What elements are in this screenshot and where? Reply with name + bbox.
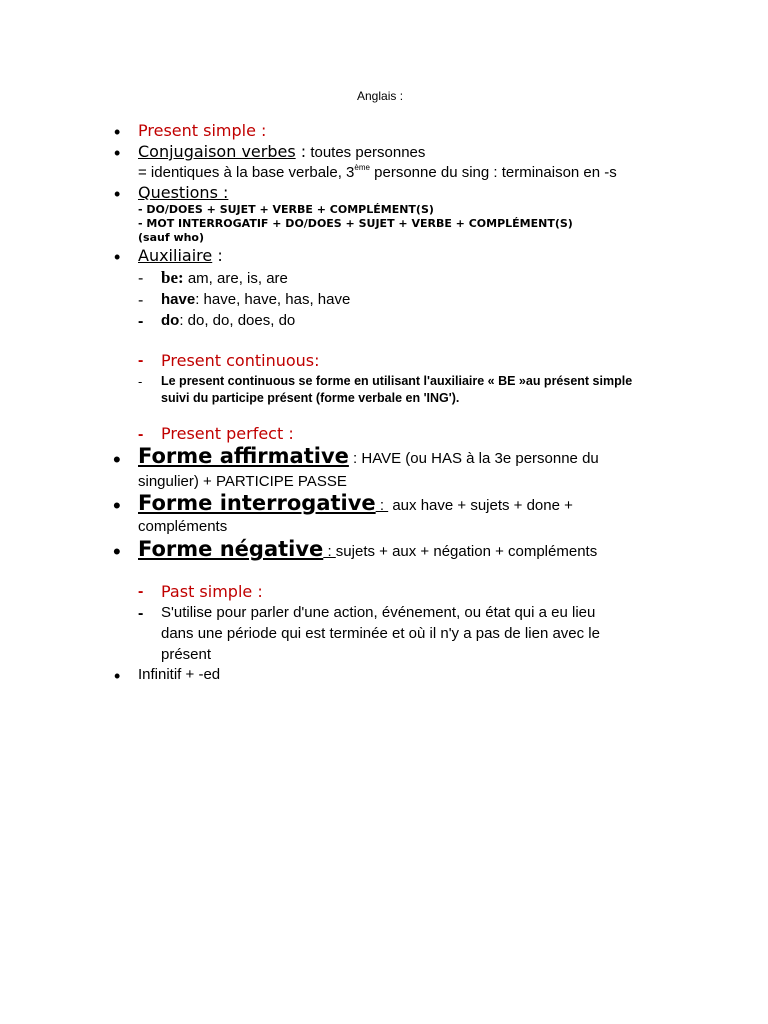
dash: - xyxy=(138,352,144,369)
bullet: • xyxy=(113,447,121,472)
conjugaison-detail-b: personne du sing : terminaison en -s xyxy=(369,164,617,181)
past-simple-line-1: S'utilise pour parler d'une action, événement, ou état qui a eu lieu xyxy=(161,604,596,621)
dash: - xyxy=(138,313,144,330)
aux-rest-do: : do, do, does, do xyxy=(179,312,296,329)
bullet: • xyxy=(114,143,121,163)
dash: - xyxy=(138,374,143,389)
document-title: Anglais : xyxy=(357,89,404,103)
dash: - xyxy=(138,270,144,287)
interrogative-colon: : xyxy=(375,497,389,514)
aux-word-be: be: xyxy=(161,268,184,287)
interrogative-label: Forme interrogative xyxy=(138,491,376,515)
aux-rest-be: am, are, is, are xyxy=(183,270,288,287)
affirmative-text-2: singulier) + PARTICIPE PASSE xyxy=(138,473,347,490)
negative-colon: : xyxy=(323,543,336,560)
bullet: • xyxy=(114,122,121,142)
present-perfect-heading: Present perfect : xyxy=(161,424,294,443)
bullet: • xyxy=(113,493,121,518)
questions-label: Questions : xyxy=(138,183,229,202)
bullet: • xyxy=(114,184,121,204)
interrogative-text: aux have + sujets + done + xyxy=(388,497,573,514)
aux-item-be xyxy=(161,268,288,288)
present-simple-heading: Present simple : xyxy=(138,121,267,140)
aux-item-have xyxy=(161,291,350,308)
conjugaison-detail-a: = identiques à la base verbale, 3 xyxy=(138,164,355,181)
negative-text: sujets + aux + négation + compléments xyxy=(335,543,598,560)
present-continuous-heading: Present continuous: xyxy=(161,351,320,370)
bullet: • xyxy=(114,666,121,686)
conjugaison-colon: : xyxy=(295,142,307,161)
present-continuous-line-1: Le present continuous se forme en utilisant l'auxiliaire « BE »au présent simple xyxy=(161,374,633,388)
negative-label: Forme négative xyxy=(138,537,324,561)
interrogative-line xyxy=(138,491,573,515)
affirmative-line xyxy=(138,444,599,468)
dash: - xyxy=(138,605,144,622)
bullet: • xyxy=(114,247,121,267)
conjugaison-line xyxy=(138,142,425,161)
questions-line-2: - MOT INTERROGATIF + DO/DOES + SUJET + VERBE + COMPLÉMENT(S) xyxy=(138,217,573,230)
past-simple-line-2: dans une période qui est terminée et où il n'y a pas de lien avec le xyxy=(161,625,600,642)
past-simple-line-3: présent xyxy=(161,646,212,663)
dash: - xyxy=(138,292,144,309)
questions-line-1: - DO/DOES + SUJET + VERBE + COMPLÉMENT(S) xyxy=(138,203,434,216)
aux-word-have: have xyxy=(161,291,196,308)
auxiliaire-line xyxy=(138,246,223,265)
present-continuous-line-2: suivi du participe présent (forme verbale en 'ING'). xyxy=(161,391,460,405)
past-simple-heading: Past simple : xyxy=(161,582,263,601)
conjugaison-label: Conjugaison verbes xyxy=(138,142,296,161)
affirmative-label: Forme affirmative xyxy=(138,444,349,468)
bullet: • xyxy=(113,539,121,564)
aux-rest-have: : have, have, has, have xyxy=(195,291,351,308)
aux-item-do xyxy=(161,312,295,329)
affirmative-text: : HAVE (ou HAS à la 3e personne du xyxy=(348,450,599,467)
superscript-eme: ème xyxy=(354,163,370,172)
conjugaison-text: toutes personnes xyxy=(306,144,426,161)
conjugaison-detail xyxy=(138,164,617,181)
dash: - xyxy=(138,426,144,443)
auxiliaire-colon: : xyxy=(217,246,223,265)
dash: - xyxy=(138,583,144,600)
infinitif-line: Infinitif + -ed xyxy=(138,666,221,683)
aux-word-do: do xyxy=(161,312,180,329)
negative-line xyxy=(138,537,597,561)
questions-line-3: (sauf who) xyxy=(138,231,205,244)
interrogative-text-2: compléments xyxy=(138,518,228,535)
auxiliaire-label: Auxiliaire xyxy=(138,246,213,265)
